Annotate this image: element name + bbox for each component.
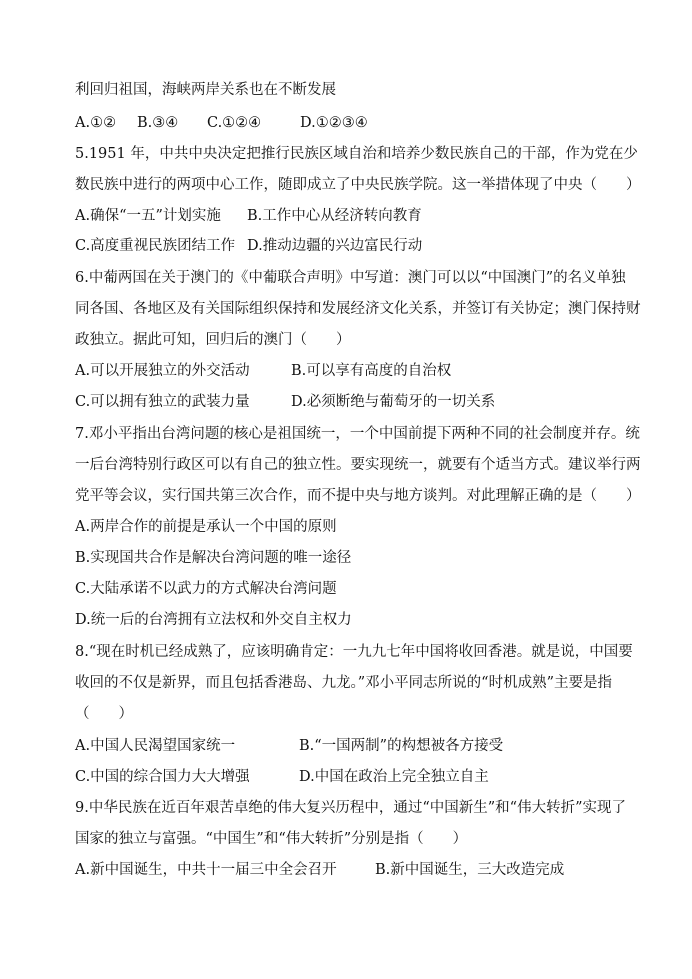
q5-option-a: A.确保“一五”计划实施 [75,208,221,224]
q4-text-tail: 利回归祖国，海峡两岸关系也在不断发展 [75,82,336,98]
q5-option-c: C.高度重视民族团结工作 [75,238,236,254]
q8-option-a: A.中国人民渴望国家统一 [75,738,236,754]
q5-option-d: D.推动边疆的兴边富民行动 [247,238,423,254]
q8-option-d: D.中国在政治上完全独立自主 [299,769,489,785]
q5-stem-line-2: 数民族中进行的两项中心工作，随即成立了中央民族学院。这一举措体现了中央（ ） [75,177,641,193]
q6-option-c: C.可以拥有独立的武装力量 [75,394,250,410]
q6-stem-line-1: 6.中葡两国在关于澳门的《中葡联合声明》中写道：澳门可以以“中国澳门”的名义单独 [75,270,626,286]
q7-stem-line-2: 一后台湾特别行政区可以有自己的独立性。要实现统一，就要有个适当方式。建议举行两 [75,457,641,473]
q9-option-a: A.新中国诞生，中共十一届三中全会召开 [75,862,337,878]
q8-stem-line-2: 收回的不仅是新界，而且包括香港岛、九龙。”邓小平同志所说的“时机成熟”主要是指 [75,675,612,691]
q7-stem-line-1: 7.邓小平指出台湾问题的核心是祖国统一，一个中国前提下两种不同的社会制度并存。统 [75,426,640,442]
q6-option-b: B.可以享有高度的自治权 [291,363,452,379]
q5-option-b: B.工作中心从经济转向教育 [247,208,422,224]
q8-stem-line-1: 8.“现在时机已经成熟了，应该明确肯定：一九九七年中国将收回香港。就是说，中国要 [75,644,633,660]
q8-option-b: B.“一国两制”的构想被各方接受 [299,738,504,754]
q4-option-a: A.①② [75,115,117,131]
q7-option-d: D.统一后的台湾拥有立法权和外交自主权力 [75,612,352,628]
q6-stem-line-3: 政独立。据此可知，回归后的澳门（ ） [75,332,351,348]
q4-option-c: C.①②④ [207,115,262,131]
q7-stem-line-3: 党平等会议，实行国共第三次合作，而不提中央与地方谈判。对此理解正确的是（ ） [75,488,641,504]
q9-stem-line-2: 国家的独立与富强。“中国生”和“伟大转折”分别是指（ ） [75,831,468,847]
q4-option-b: B.③④ [137,115,179,131]
q8-option-c: C.中国的综合国力大大增强 [75,769,250,785]
q8-stem-line-3: （ ） [75,706,133,722]
q7-option-c: C.大陆承诺不以武力的方式解决台湾问题 [75,581,337,597]
q9-stem-line-1: 9.中华民族在近百年艰苦卓绝的伟大复兴历程中，通过“中国新生”和“伟大转折”实现了 [75,800,626,816]
q7-option-a: A.两岸合作的前提是承认一个中国的原则 [75,519,337,535]
q6-stem-line-2: 同各国、各地区及有关国际组织保持和发展经济文化关系，并签订有关协定；澳门保持财 [75,301,641,317]
q9-option-b: B.新中国诞生，三大改造完成 [375,862,565,878]
q7-option-b: B.实现国共合作是解决台湾问题的唯一途径 [75,550,352,566]
q6-option-a: A.可以开展独立的外交活动 [75,363,250,379]
q5-stem-line-1: 5.1951 年，中共中央决定把推行民族区域自治和培养少数民族自己的干部，作为党在少 [75,146,638,162]
q6-option-d: D.必须断绝与葡萄牙的一切关系 [291,394,496,410]
q4-option-d: D.①②③④ [300,115,368,131]
